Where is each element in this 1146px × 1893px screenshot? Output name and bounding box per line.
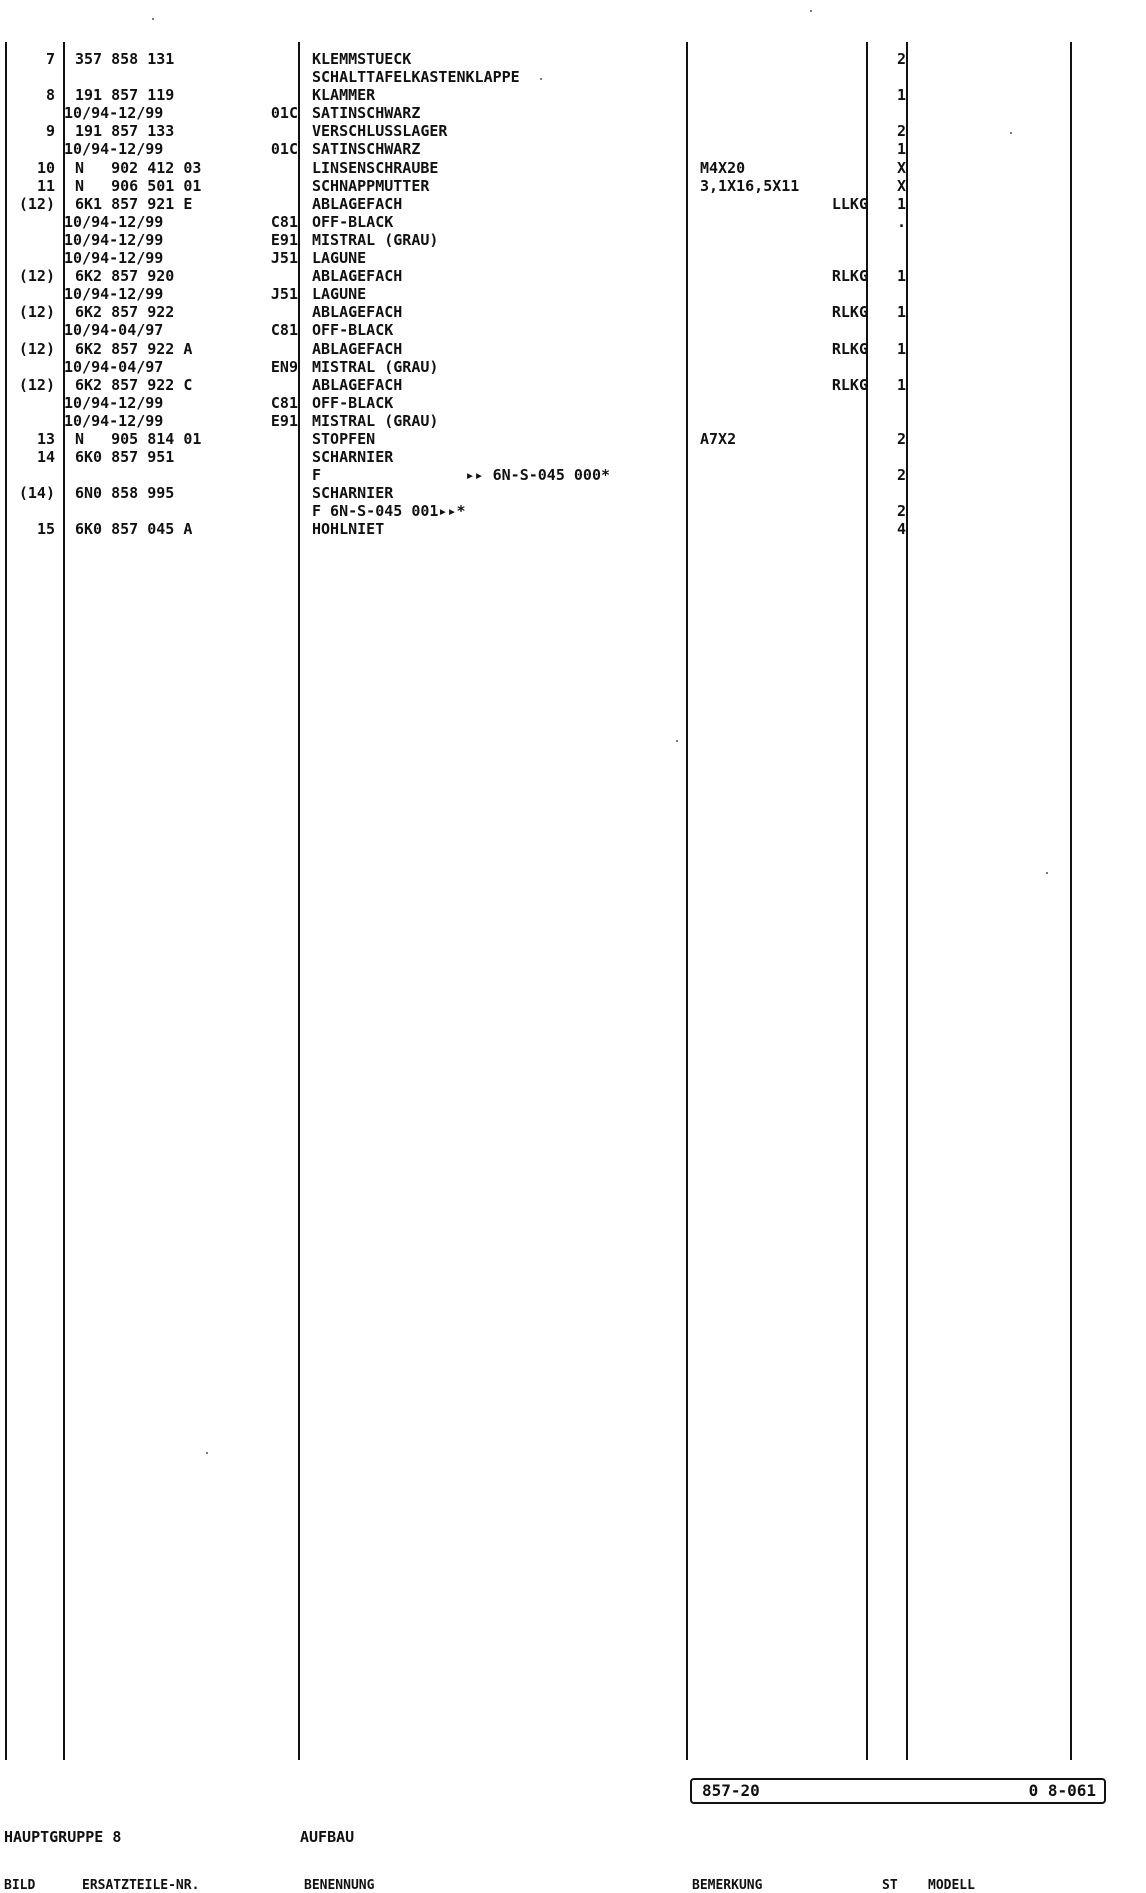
row-date-range: 10/94-12/99	[64, 393, 164, 412]
row-color-code: C81	[270, 321, 298, 340]
row-quantity: 2	[896, 122, 906, 141]
row-position: 11	[36, 176, 55, 195]
row-quantity: 1	[896, 267, 906, 286]
table-row	[0, 285, 1146, 303]
section-title: AUFBAU	[300, 1828, 355, 1846]
row-date-range: 10/94-12/99	[64, 104, 164, 123]
row-remark-right: RLKG	[831, 267, 868, 286]
table-row	[0, 50, 1146, 68]
row-part-number: 6K0 857 951	[75, 448, 175, 467]
row-description: HOHLNIET	[312, 520, 385, 539]
scan-speck	[540, 78, 542, 80]
row-quantity: .	[896, 212, 906, 231]
row-description: SATINSCHWARZ	[312, 140, 421, 159]
row-quantity: 1	[896, 86, 906, 105]
row-description: MISTRAL (GRAU)	[312, 230, 439, 249]
table-row	[0, 448, 1146, 466]
row-part-number: N 905 814 01	[75, 429, 202, 448]
hauptgruppe-label: HAUPTGRUPPE 8	[4, 1828, 122, 1846]
row-description: ABLAGEFACH	[312, 339, 403, 358]
row-part-number: 6K2 857 922 A	[75, 339, 193, 358]
row-date-range: 10/94-04/97	[64, 321, 164, 340]
row-date-range: 10/94-12/99	[64, 140, 164, 159]
row-quantity: 1	[896, 303, 906, 322]
ref-group: 857-20	[702, 1781, 760, 1800]
row-position: 10	[36, 158, 55, 177]
row-date-range: 10/94-12/99	[64, 249, 164, 268]
table-row	[0, 321, 1146, 339]
row-position: 8	[45, 86, 55, 105]
row-date-range: 10/94-12/99	[64, 230, 164, 249]
scan-speck	[1046, 872, 1048, 874]
row-quantity: 1	[896, 140, 906, 159]
row-color-code: J51	[270, 285, 298, 304]
row-quantity: X	[896, 176, 906, 195]
row-description: F ▸▸ 6N-S-045 000*	[312, 466, 611, 485]
row-remark: 3,1X16,5X11	[700, 176, 800, 195]
row-description: SCHNAPPMUTTER	[312, 176, 430, 195]
row-color-code: C81	[270, 393, 298, 412]
row-description: SCHARNIER	[312, 448, 394, 467]
col-header-bemerkung: BEMERKUNG	[692, 1878, 763, 1893]
row-quantity: 1	[896, 339, 906, 358]
row-quantity: 2	[896, 466, 906, 485]
scan-speck	[676, 740, 678, 742]
scan-speck	[1010, 132, 1012, 134]
row-quantity: 2	[896, 429, 906, 448]
row-quantity: 2	[896, 50, 906, 68]
row-remark-right: LLKG	[831, 194, 868, 213]
row-position: (14)	[18, 484, 55, 503]
table-row	[0, 376, 1146, 394]
col-header-st: ST	[882, 1878, 898, 1893]
col-header-benennung: BENENNUNG	[304, 1878, 375, 1893]
row-part-number: 6N0 858 995	[75, 484, 175, 503]
row-date-range: 10/94-04/97	[64, 357, 164, 376]
table-row	[0, 159, 1146, 177]
table-row	[0, 177, 1146, 195]
row-part-number: 6K2 857 922	[75, 303, 175, 322]
page-reference-box	[690, 1778, 1106, 1804]
row-description: SCHALTTAFELKASTENKLAPPE	[312, 68, 520, 87]
row-position: 9	[45, 122, 55, 141]
row-color-code: 01C	[270, 104, 298, 123]
row-color-code: EN9	[270, 357, 298, 376]
row-position: (12)	[18, 303, 55, 322]
row-description: STOPFEN	[312, 429, 376, 448]
row-color-code: C81	[270, 212, 298, 231]
table-row	[0, 122, 1146, 140]
row-description: SCHARNIER	[312, 484, 394, 503]
row-description: LINSENSCHRAUBE	[312, 158, 439, 177]
row-part-number: 357 858 131	[75, 50, 175, 68]
row-part-number: 6K0 857 045 A	[75, 520, 193, 539]
ref-page: 0 8-061	[1028, 1781, 1096, 1800]
row-position: (12)	[18, 194, 55, 213]
row-description: KLAMMER	[312, 86, 376, 105]
row-remark-right: RLKG	[831, 375, 868, 394]
table-row	[0, 484, 1146, 502]
table-row	[0, 520, 1146, 538]
row-description: ABLAGEFACH	[312, 267, 403, 286]
row-position: 14	[36, 448, 55, 467]
row-color-code: J51	[270, 249, 298, 268]
row-description: MISTRAL (GRAU)	[312, 357, 439, 376]
col-header-teil: ERSATZTEILE-NR.	[82, 1878, 200, 1893]
row-date-range: 10/94-12/99	[64, 212, 164, 231]
table-row	[0, 195, 1146, 213]
table-row	[0, 68, 1146, 86]
row-description: MISTRAL (GRAU)	[312, 411, 439, 430]
table-row	[0, 303, 1146, 321]
row-remark: A7X2	[700, 429, 737, 448]
row-description: KLEMMSTUECK	[312, 50, 412, 68]
table-row	[0, 358, 1146, 376]
row-position: 15	[36, 520, 55, 539]
row-remark-right: RLKG	[831, 339, 868, 358]
row-part-number: 6K2 857 920	[75, 267, 175, 286]
row-remark: M4X20	[700, 158, 746, 177]
table-row	[0, 502, 1146, 520]
scan-speck	[152, 18, 154, 20]
table-row	[0, 394, 1146, 412]
table-row	[0, 340, 1146, 358]
row-position: (12)	[18, 267, 55, 286]
col-header-bild: BILD	[4, 1878, 36, 1893]
row-description: F 6N-S-045 001▸▸*	[312, 502, 466, 521]
row-description: OFF-BLACK	[312, 321, 394, 340]
parts-table	[0, 50, 1146, 539]
row-part-number: 191 857 119	[75, 86, 175, 105]
table-row	[0, 231, 1146, 249]
row-part-number: 6K2 857 922 C	[75, 375, 193, 394]
row-position: 7	[45, 50, 55, 68]
row-description: ABLAGEFACH	[312, 194, 403, 213]
row-part-number: 191 857 133	[75, 122, 175, 141]
table-row	[0, 430, 1146, 448]
table-row	[0, 213, 1146, 231]
row-description: ABLAGEFACH	[312, 303, 403, 322]
row-date-range: 10/94-12/99	[64, 411, 164, 430]
table-row	[0, 104, 1146, 122]
col-header-modell: MODELL	[928, 1878, 975, 1893]
row-position: (12)	[18, 339, 55, 358]
row-part-number: 6K1 857 921 E	[75, 194, 193, 213]
row-part-number: N 902 412 03	[75, 158, 202, 177]
table-row	[0, 249, 1146, 267]
row-date-range: 10/94-12/99	[64, 285, 164, 304]
row-description: OFF-BLACK	[312, 212, 394, 231]
row-position: 13	[36, 429, 55, 448]
row-remark-right: RLKG	[831, 303, 868, 322]
table-row	[0, 267, 1146, 285]
row-color-code: E91	[270, 230, 298, 249]
row-part-number: N 906 501 01	[75, 176, 202, 195]
row-description: VERSCHLUSSLAGER	[312, 122, 448, 141]
row-description: ABLAGEFACH	[312, 375, 403, 394]
row-quantity: X	[896, 158, 906, 177]
table-row	[0, 412, 1146, 430]
row-quantity: 4	[896, 520, 906, 539]
row-quantity: 2	[896, 502, 906, 521]
row-position: (12)	[18, 375, 55, 394]
table-row	[0, 86, 1146, 104]
row-color-code: E91	[270, 411, 298, 430]
scan-speck	[810, 10, 812, 12]
row-color-code: 01C	[270, 140, 298, 159]
table-row	[0, 466, 1146, 484]
scan-speck	[206, 1452, 208, 1454]
table-row	[0, 140, 1146, 158]
row-quantity: 1	[896, 194, 906, 213]
row-description: LAGUNE	[312, 249, 367, 268]
row-description: OFF-BLACK	[312, 393, 394, 412]
row-quantity: 1	[896, 375, 906, 394]
row-description: SATINSCHWARZ	[312, 104, 421, 123]
row-description: LAGUNE	[312, 285, 367, 304]
